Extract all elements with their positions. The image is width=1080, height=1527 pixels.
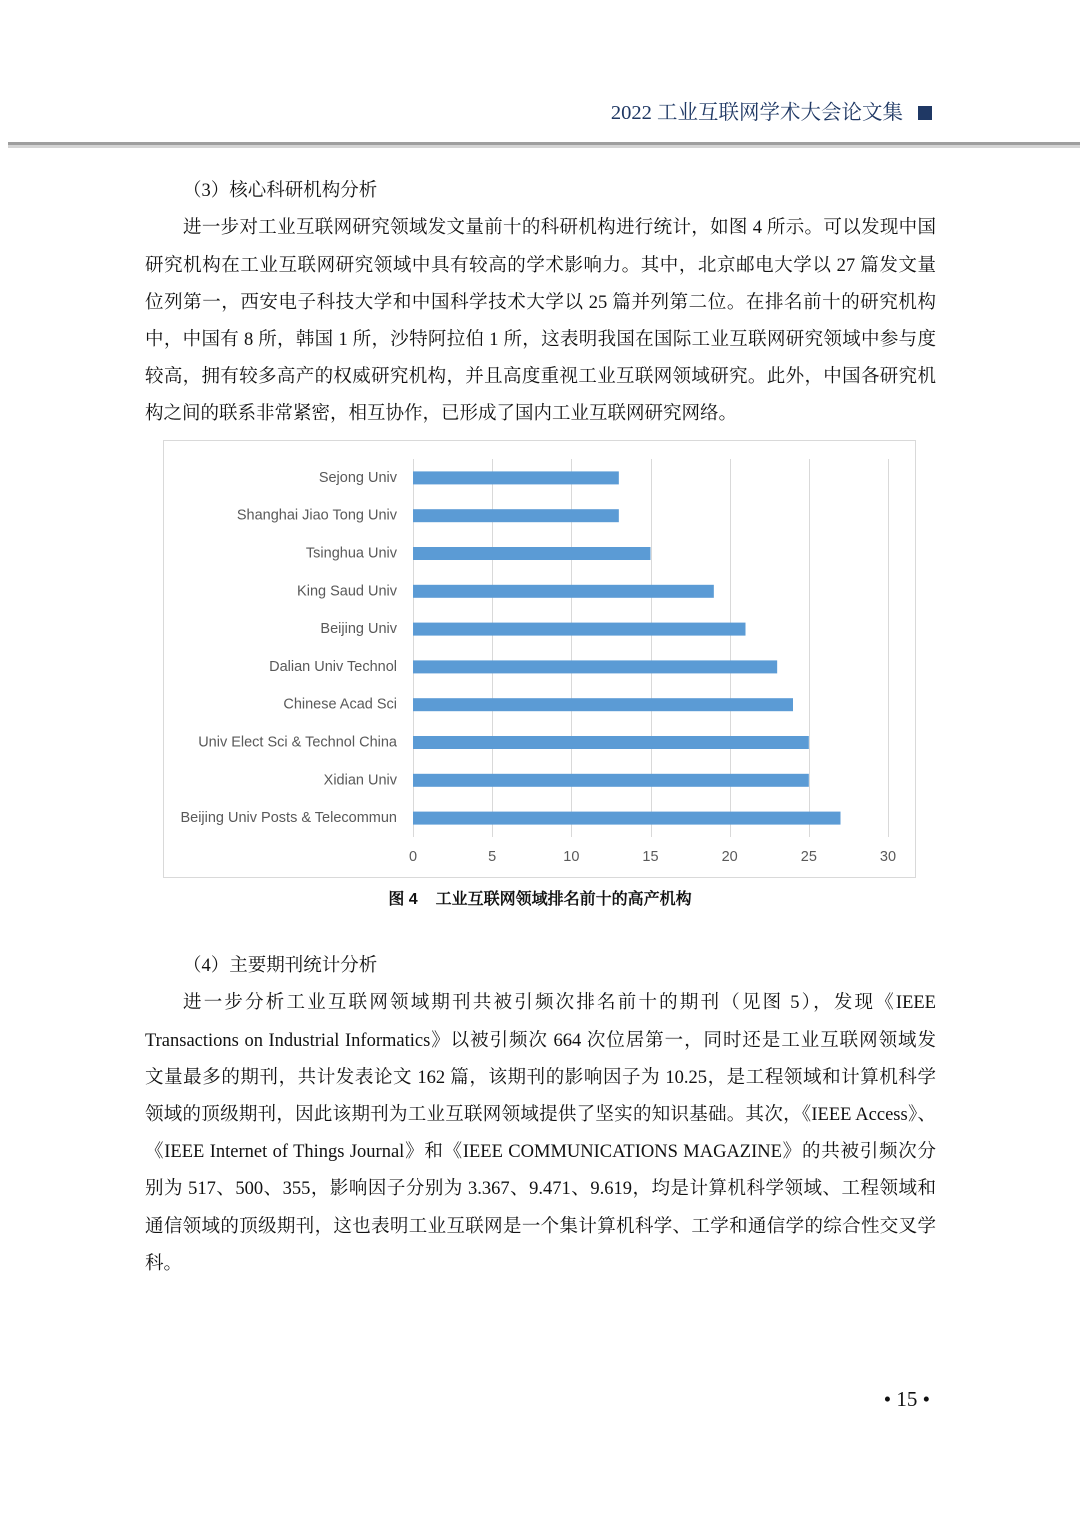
category-label: Sejong Univ [318, 469, 397, 486]
paragraph-line: 构之间的联系非常紧密，相互协作，已形成了国内工业互联网研究网络。 [145, 404, 738, 425]
bar [413, 812, 841, 825]
figure-label: 图 4 [388, 891, 418, 908]
paragraph-line: 文量最多的期刊，共计发表论文 162 篇，该期刊的影响因子为 10.25，是工程领域和计算机科学 [145, 1067, 936, 1088]
x-tick-label: 25 [800, 849, 817, 865]
bar [413, 471, 619, 484]
paragraph-line: Transactions on Industrial Informatics》以被引频次 664 次位居第一，同时还是工业互联网领域发 [145, 1030, 936, 1051]
category-label: Chinese Acad Sci [283, 696, 397, 713]
bar [413, 585, 714, 598]
category-label: Beijing Univ Posts & Telecommun [180, 810, 397, 827]
paragraph-line: 研究机构在工业互联网研究领域中具有较高的学术影响力。其中，北京邮电大学以 27 篇发文量 [145, 255, 936, 276]
page-number: • 15 • [883, 1387, 930, 1411]
paragraph-line: 《IEEE Internet of Things Journal》和《IEEE COMMUNICATIONS MAGAZINE》的共被引频次分 [145, 1142, 936, 1163]
figure-caption [0, 888, 1080, 912]
bar-chart [163, 440, 916, 878]
category-label: Shanghai Jiao Tong Univ [236, 507, 397, 524]
paragraph-line: 较高，拥有较多高产的权威研究机构，并且高度重视工业互联网领域研究。此外，中国各研究机 [145, 367, 936, 388]
section4-heading: （4）主要期刊统计分析 [183, 956, 378, 977]
bar [413, 774, 809, 787]
header-title: 2022 工业互联网学术大会论文集 [610, 102, 903, 124]
bar [413, 660, 777, 673]
bar [413, 736, 809, 749]
paragraph-line: 中，中国有 8 所，韩国 1 所，沙特阿拉伯 1 所，这表明我国在国际工业互联网研究领域中参与度 [145, 329, 936, 350]
x-tick-label: 30 [879, 849, 897, 865]
category-label: Tsinghua Univ [305, 545, 397, 562]
x-tick-label: 5 [488, 849, 497, 865]
header-square-icon [918, 106, 932, 120]
section3-heading: （3）核心科研机构分析 [183, 181, 378, 202]
category-label: Dalian Univ Technol [269, 658, 397, 675]
paragraph-line: 通信领域的顶级期刊，这也表明工业互联网是一个集计算机科学、工学和通信学的综合性交叉学 [145, 1216, 936, 1237]
section3-paragraph [145, 210, 936, 433]
section4-paragraph [145, 985, 936, 1283]
category-label: King Saud Univ [297, 583, 397, 600]
bar [413, 509, 619, 522]
category-label: Beijing Univ [320, 621, 397, 638]
category-label: Xidian Univ [323, 772, 397, 789]
x-tick-label: 15 [642, 849, 659, 865]
bar [413, 623, 746, 636]
paragraph-line: 科。 [145, 1253, 183, 1274]
x-tick-label: 20 [721, 849, 738, 865]
paragraph-line: 领域的顶级期刊，因此该期刊为工业互联网领域提供了坚实的知识基础。其次，《IEEE Access》、 [145, 1104, 936, 1125]
bar [413, 547, 651, 560]
x-tick-label: 10 [563, 849, 580, 865]
x-tick-label: 0 [408, 849, 418, 865]
category-label: Univ Elect Sci & Technol China [198, 734, 397, 751]
header-rule-shadow [8, 145, 1080, 148]
bar [413, 698, 793, 711]
figure-caption-text: 工业互联网领域排名前十的高产机构 [435, 891, 692, 908]
paragraph-line: 位列第一，西安电子科技大学和中国科学技术大学以 25 篇并列第二位。在排名前十的研究机构 [145, 292, 936, 313]
paragraph-line: 进一步分析工业互联网领域期刊共被引频次排名前十的期刊（见图 5），发现《IEEE [183, 993, 936, 1014]
paragraph-line: 别为 517、500、355，影响因子分别为 3.367、9.471、9.619，均是计算机科学领域、工程领域和 [145, 1179, 936, 1200]
paragraph-line: 进一步对工业互联网研究领域发文量前十的科研机构进行统计，如图 4 所示。可以发现中国 [183, 218, 936, 239]
